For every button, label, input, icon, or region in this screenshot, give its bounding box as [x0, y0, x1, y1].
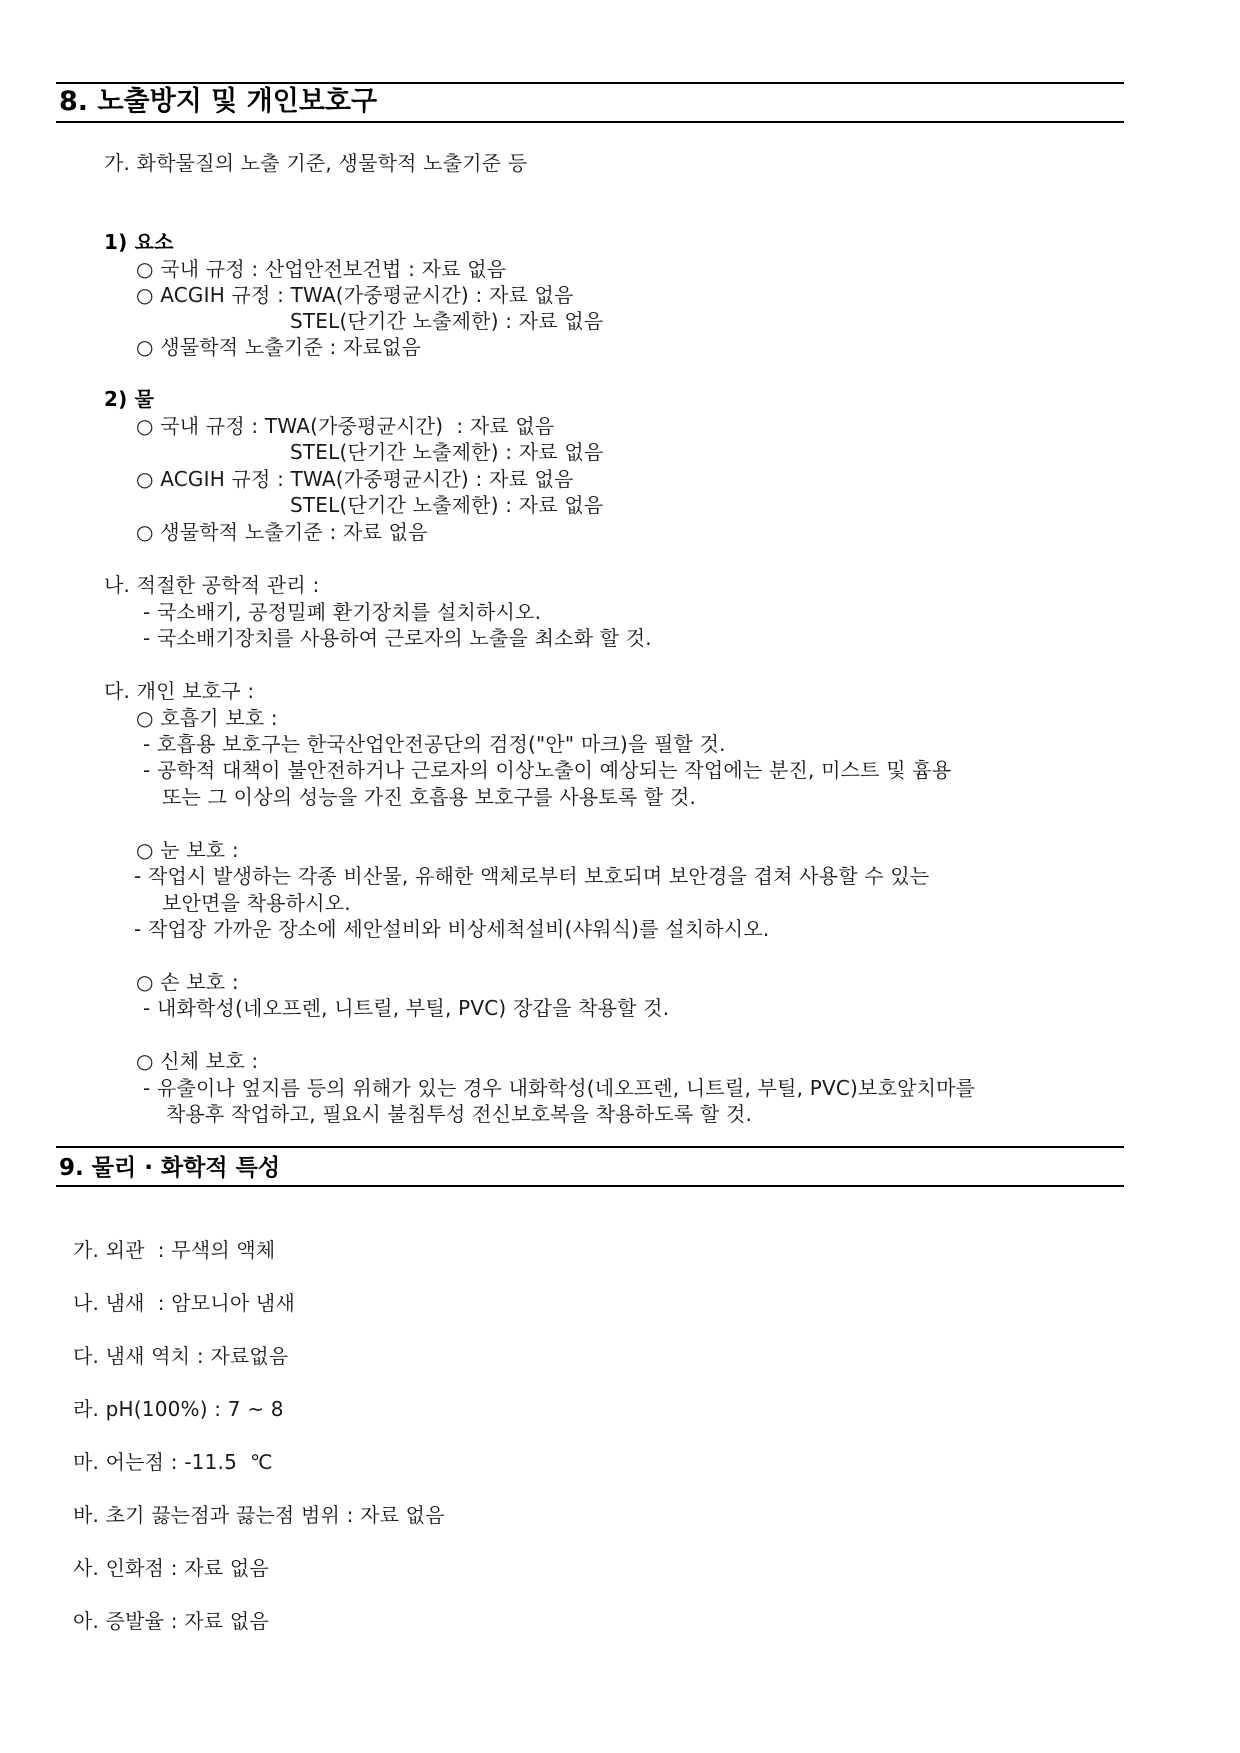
respiratory-line-2: - 공학적 대책이 불안전하거나 근로자의 이상노출이 예상되는 작업에는 분진, 미스트 및 흄용 — [143, 758, 952, 782]
ppe-heading: 다. 개인 보호구 : — [104, 679, 255, 703]
property-flash-point: 사. 인화점 : 자료 없음 — [73, 1556, 269, 1580]
eye-line-3: - 작업장 가까운 장소에 세안설비와 비상세척설비(샤워식)를 설치하시오. — [134, 917, 770, 941]
section-9-header — [56, 1146, 1124, 1187]
property-evaporation-rate: 아. 증발율 : 자료 없음 — [73, 1609, 269, 1633]
respiratory-line-1: - 호흡용 보호구는 한국산업안전공단의 검정("안" 마크)을 필할 것. — [143, 732, 726, 756]
body-protection-title: ○ 신체 보호 : — [136, 1049, 259, 1073]
water-domestic-stel: STEL(단기간 노출제한) : 자료 없음 — [290, 440, 604, 464]
urea-domestic-regulation: ○ 국내 규정 : 산업안전보건법 : 자료 없음 — [136, 257, 507, 281]
section-8-title: 8. 노출방지 및 개인보호구 — [59, 86, 378, 117]
property-odor-threshold: 다. 냄새 역치 : 자료없음 — [73, 1344, 289, 1368]
urea-biological-standard: ○ 생물학적 노출기준 : 자료없음 — [136, 335, 422, 359]
eye-protection-title: ○ 눈 보호 : — [136, 838, 239, 862]
water-acgih-twa: ○ ACGIH 규정 : TWA(가중평균시간) : 자료 없음 — [136, 467, 574, 491]
water-acgih-stel: STEL(단기간 노출제한) : 자료 없음 — [290, 493, 604, 517]
subsection-water-title: 2) 물 — [104, 387, 155, 411]
water-biological-standard: ○ 생물학적 노출기준 : 자료 없음 — [136, 520, 428, 544]
subsection-urea-title: 1) 요소 — [104, 230, 174, 254]
property-odor: 나. 냄새 : 암모니아 냄새 — [73, 1291, 295, 1315]
engineering-control-line-1: - 국소배기, 공정밀폐 환기장치를 설치하시오. — [143, 600, 542, 624]
body-line-2: 착용후 작업하고, 필요시 불침투성 전신보호복을 착용하도록 할 것. — [166, 1102, 753, 1126]
urea-acgih-twa: ○ ACGIH 규정 : TWA(가중평균시간) : 자료 없음 — [136, 283, 574, 307]
property-ph: 라. pH(100%) : 7 ~ 8 — [73, 1397, 284, 1421]
engineering-control-line-2: - 국소배기장치를 사용하여 근로자의 노출을 최소화 할 것. — [143, 626, 652, 650]
exposure-standards-heading: 가. 화학물질의 노출 기준, 생물학적 노출기준 등 — [104, 151, 528, 175]
hand-protection-title: ○ 손 보호 : — [136, 970, 239, 994]
property-boiling-point: 바. 초기 끓는점과 끓는점 범위 : 자료 없음 — [73, 1503, 445, 1527]
hand-line-1: - 내화학성(네오프렌, 니트릴, 부틸, PVC) 장갑을 착용할 것. — [143, 996, 670, 1020]
property-freezing-point: 마. 어는점 : -11.5 ℃ — [73, 1450, 273, 1474]
engineering-controls-heading: 나. 적절한 공학적 관리 : — [104, 573, 320, 597]
urea-acgih-stel: STEL(단기간 노출제한) : 자료 없음 — [290, 309, 604, 333]
respiratory-line-3: 또는 그 이상의 성능을 가진 호흡용 보호구를 사용토록 할 것. — [162, 785, 697, 809]
property-appearance: 가. 외관 : 무색의 액체 — [73, 1238, 276, 1262]
eye-line-1: - 작업시 발생하는 각종 비산물, 유해한 액체로부터 보호되며 보안경을 겹쳐 사용할 수 있는 — [134, 864, 930, 888]
body-line-1: - 유출이나 엎지름 등의 위해가 있는 경우 내화학성(네오프렌, 니트릴, 부틸, PVC)보호앞치마를 — [143, 1076, 976, 1100]
section-8-header — [56, 82, 1124, 123]
respiratory-protection-title: ○ 호흡기 보호 : — [136, 706, 278, 730]
section-9-title: 9. 물리 · 화학적 특성 — [59, 1155, 281, 1181]
eye-line-2: 보안면을 착용하시오. — [162, 891, 351, 915]
water-domestic-twa: ○ 국내 규정 : TWA(가중평균시간) : 자료 없음 — [136, 414, 555, 438]
